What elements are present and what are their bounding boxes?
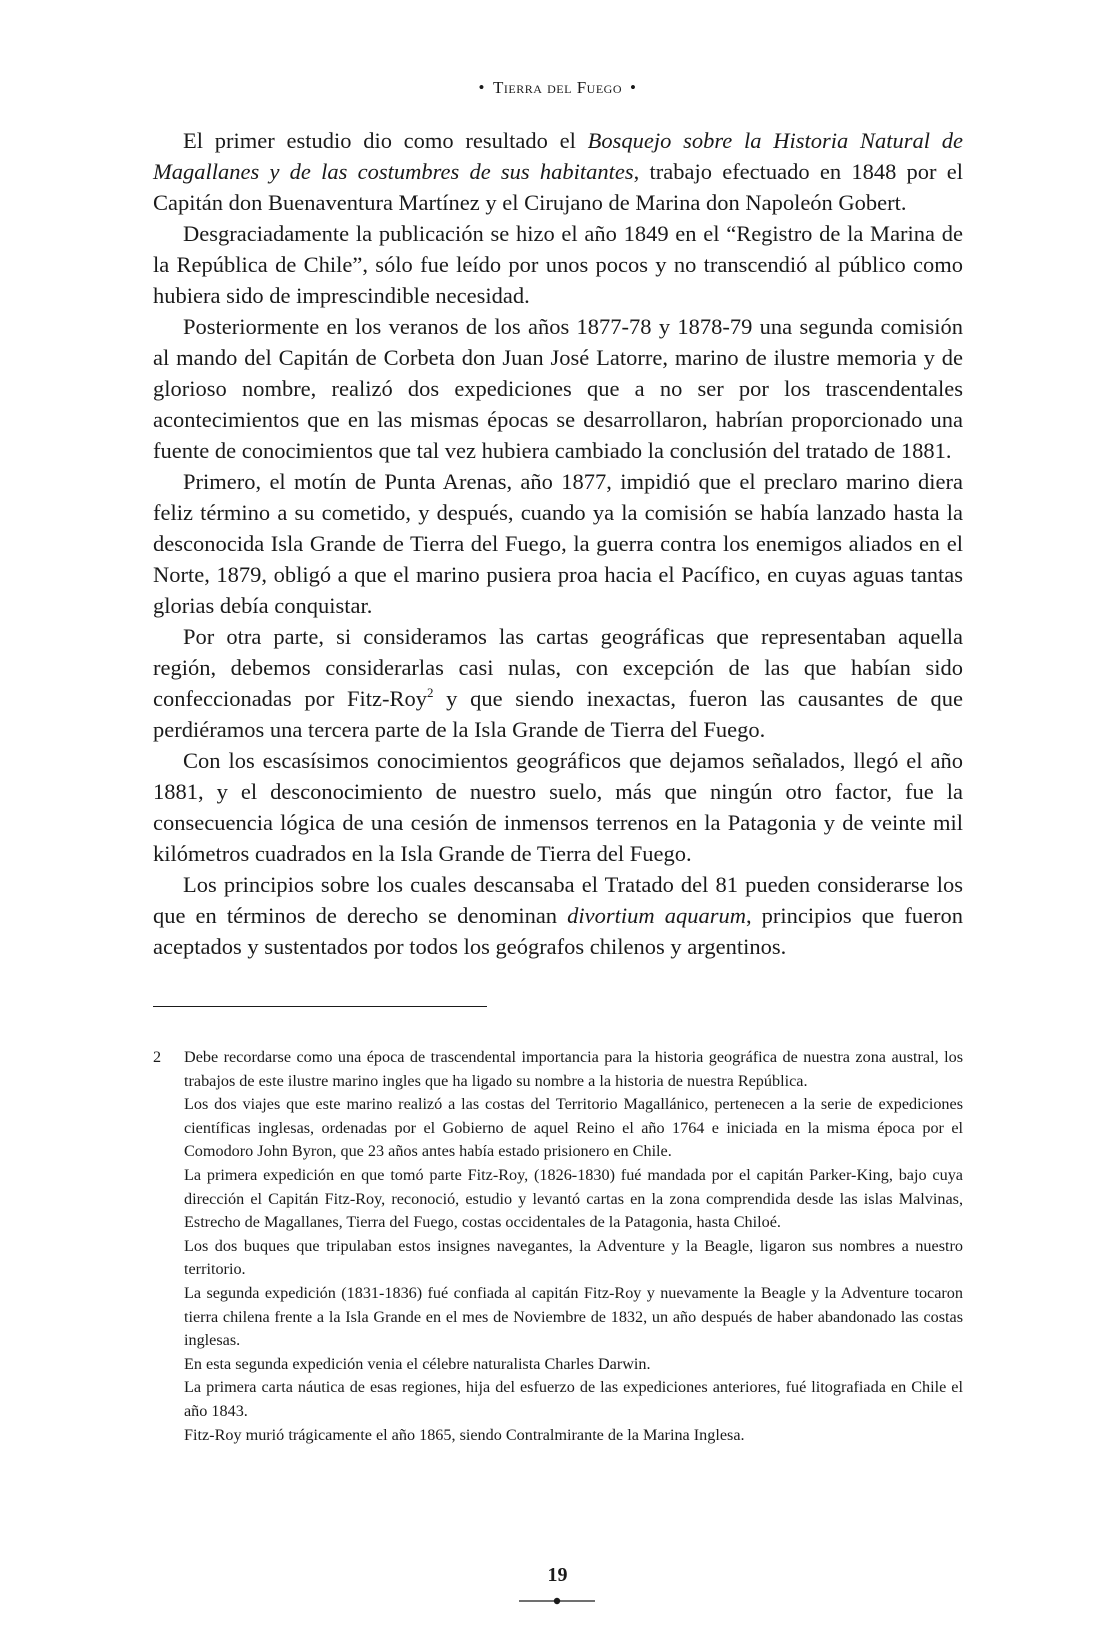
page-number-ornament	[517, 1596, 597, 1606]
footnote-reference[interactable]: 2	[427, 685, 434, 700]
footnote-paragraph: Los dos buques que tripulaban estos insignes navegantes, la Adventure y la Beagle, ligaron sus nombres a nuestro territorio.	[184, 1236, 963, 1279]
footnote-paragraph: Los dos viajes que este marino realizó a las costas del Territorio Magallánico, pertenecen a la serie de expediciones científicas inglesas, ordenadas por el Gobierno de aquel Reino el año 1764 e iniciada en la misma época por el Comodoro John Byron, que 23 años antes había estado prisionero en Chile.	[184, 1095, 963, 1161]
footnote-number: 2	[153, 1048, 162, 1066]
italic-latin-term: divortium aquarum	[567, 903, 746, 928]
page-number: 19	[547, 1564, 568, 1586]
paragraph-2: Desgraciadamente la publicación se hizo el año 1849 en el “Registro de la Marina de la República de Chile”, sólo fue leído por unos pocos y no transcendió al público como hubiera sido de imprescindible necesidad.	[153, 221, 963, 308]
main-text	[153, 125, 963, 962]
running-header	[0, 78, 1115, 98]
paragraph-1: El primer estudio dio como resultado el Bosquejo sobre la Historia Natural de Magallanes y de las costumbres de sus habitantes, trabajo efectuado en 1848 por el Capitán don Buenaventura Martínez y el Cirujano de Marina don Napoleón Gobert.	[153, 128, 964, 215]
footnote-paragraph: Debe recordarse como una época de trascendental importancia para la historia geográfica de nuestra zona austral, los trabajos de este ilustre marino ingles que ha ligado su nombre a la historia de nuestra República.	[184, 1048, 963, 1090]
footnote-paragraph: En esta segunda expedición venia el célebre naturalista Charles Darwin.	[184, 1354, 651, 1373]
paragraph-3: Posteriormente en los veranos de los años 1877-78 y 1878-79 una segunda comisión al mando del Capitán de Corbeta don Juan José Latorre, marino de ilustre memoria y de glorioso nombre, realizó dos expediciones que a no ser por los trascendentales acontecimientos que en las mismas épocas se desarrollaron, habrían proporcionado una fuente de conocimientos que tal vez hubiera cambiado la conclusión del tratado de 1881.	[153, 314, 963, 463]
italic-title: Bosquejo sobre la Historia Natural de Magallanes y de las costumbres de sus habitantes	[153, 128, 964, 184]
paragraph-6: Con los escasísimos conocimientos geográficos que dejamos señalados, llegó el año 1881, y el desconocimiento de nuestro suelo, más que ningún otro factor, fue la consecuencia lógica de una cesión de inmensos terrenos en la Patagonia y de veinte mil kilómetros cuadrados en la Isla Grande de Tierra del Fuego.	[153, 748, 963, 866]
footnote-block	[153, 1046, 963, 1447]
footnote-paragraph: La primera carta náutica de esas regiones, hija del esfuerzo de las expediciones anteriores, fué litografiada en Chile el año 1843.	[184, 1378, 963, 1420]
header-bullet-left: •	[478, 78, 485, 97]
footnote-divider	[153, 1006, 487, 1007]
footnote-body	[184, 1046, 963, 1447]
paragraph-4: Primero, el motín de Punta Arenas, año 1877, impidió que el preclaro marino diera feliz término a su cometido, y después, cuando ya la comisión se había lanzado hasta la desconocida Isla Grande de Tierra del Fuego, la guerra contra los enemigos aliados en el Norte, 1879, obligó a que el marino pusiera proa hacia el Pacífico, en cuyas aguas tantas glorias debía conquistar.	[153, 469, 963, 618]
header-title: Tierra del Fuego	[493, 78, 622, 97]
footnote-paragraph: La primera expedición en que tomó parte Fitz-Roy, (1826-1830) fué mandada por el capitán Parker-King, bajo cuya dirección el Capitán Fitz-Roy, reconoció, estudio y levantó cartas en la zona comprendida desde las islas Malvinas, Estrecho de Magallanes, Tierra del Fuego, costas occidentales de la Patagonia, hasta Chiloé.	[184, 1165, 963, 1232]
header-bullet-right: •	[630, 78, 637, 97]
footnote-paragraph: La segunda expedición (1831-1836) fué confiada al capitán Fitz-Roy y nuevamente la Beagle y la Adventure tocaron tierra chilena frente a la Isla Grande en el mes de Noviembre de 1832, un año después de haber abandonado las costas inglesas.	[184, 1283, 963, 1350]
paragraph-7: Los principios sobre los cuales descansaba el Tratado del 81 pueden considerarse los que en términos de derecho se denominan divortium aquarum, principios que fueron aceptados y sustentados por todos los geógrafos chilenos y argentinos.	[153, 872, 964, 959]
paragraph-5: Por otra parte, si consideramos las cartas geográficas que representaban aquella región, debemos considerarlas casi nulas, con excepción de las que habían sido confeccionadas por Fitz-Roy$^2$ y que siendo inexactas, fueron las causantes de que perdiéramos una tercera parte de la Isla Grande de Tierra del Fuego.	[153, 624, 963, 742]
footnote-paragraph: Fitz-Roy murió trágicamente el año 1865, siendo Contralmirante de la Marina Inglesa.	[184, 1425, 745, 1444]
